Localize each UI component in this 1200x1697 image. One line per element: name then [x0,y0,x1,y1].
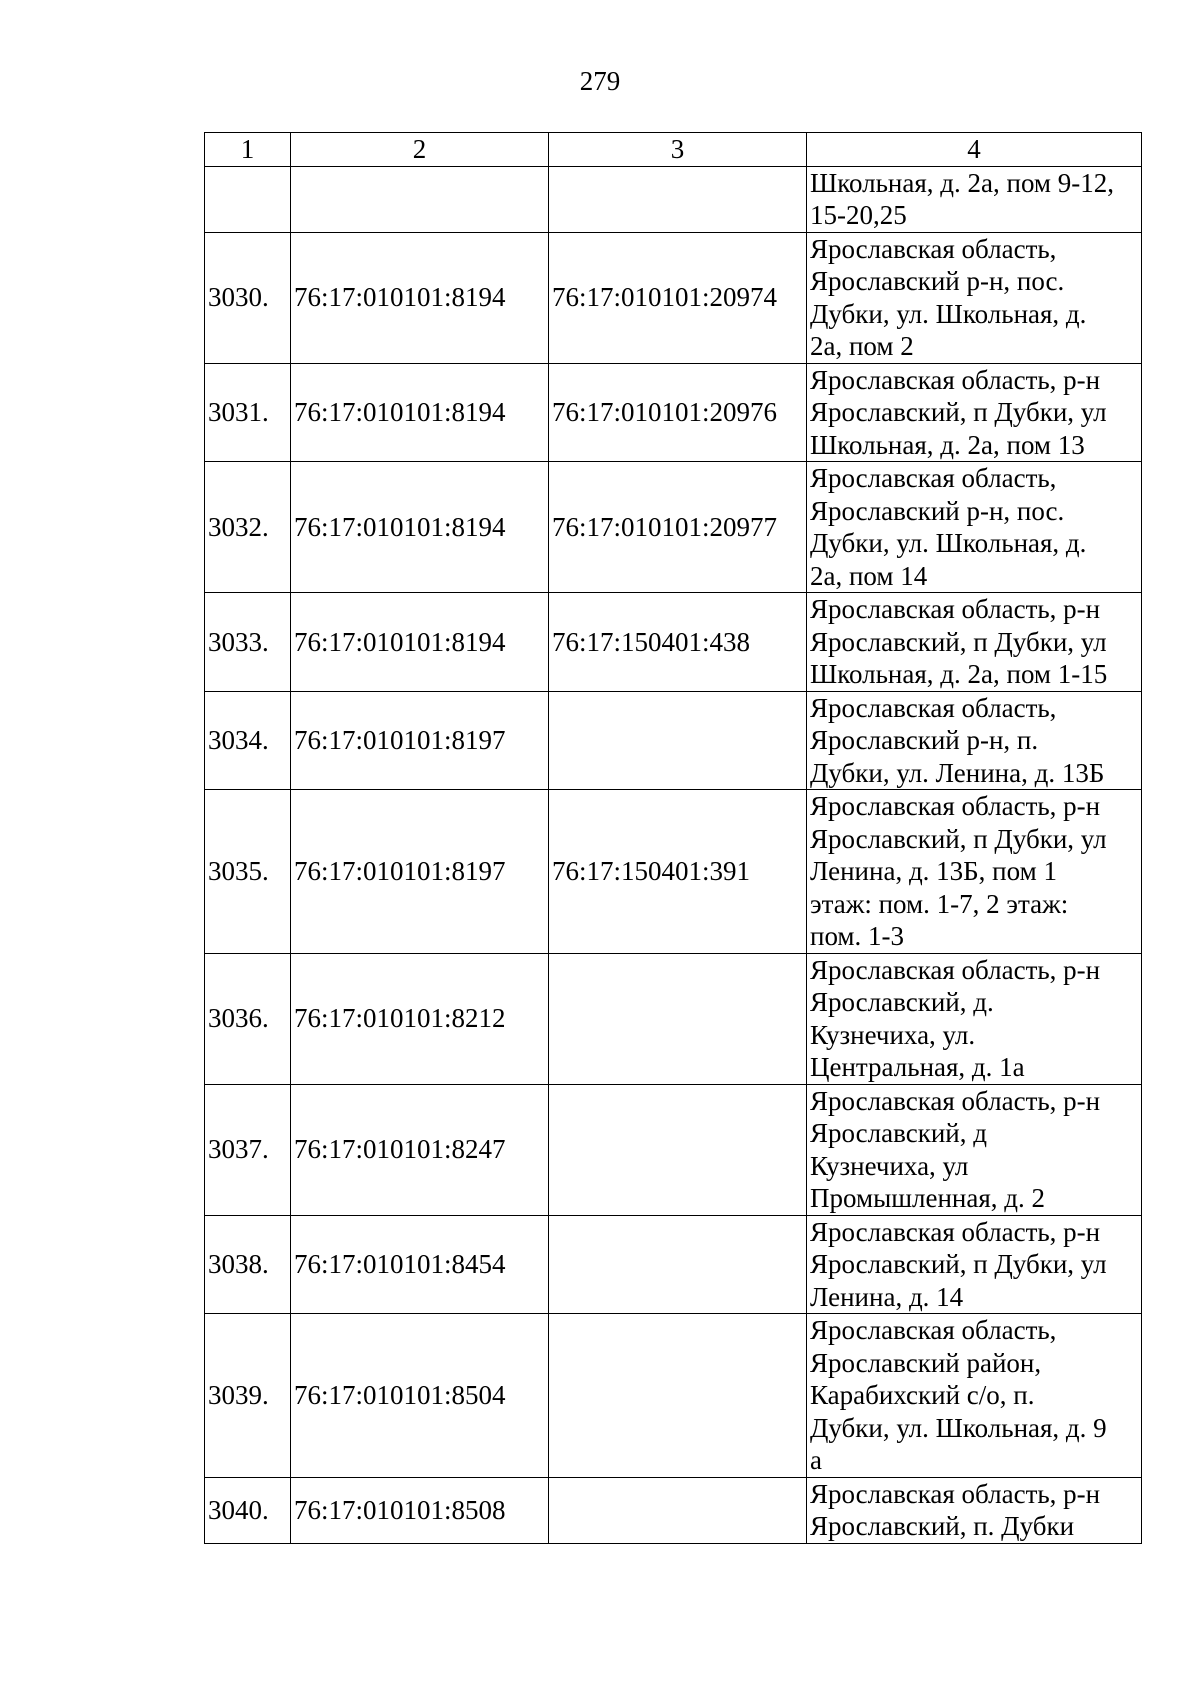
address-line: Ярославский, п Дубки, ул [810,1249,1107,1279]
address-cell [807,790,1142,954]
cadastral-number-cell: 76:17:010101:8247 [291,1084,549,1215]
address-line: Центральная, д. 1а [810,1052,1025,1082]
address-line: Дубки, ул. Ленина, д. 13Б [810,757,1105,788]
address-line: Ярославский р-н, п. [810,725,1039,755]
object-cadastral-number-cell [549,1477,807,1543]
address-line: 2а, пом 14 [810,560,928,591]
address-line: Ярославская область, [810,1315,1057,1345]
address-line: Кузнечиха, ул. [810,1019,976,1050]
object-cadastral-number-cell [549,166,807,232]
address-line: Ярославская область, р-н [810,1478,1101,1509]
address-cell [807,953,1142,1084]
object-cadastral-number-cell [549,691,807,790]
row-number-cell: 3030. [205,232,291,363]
address-line: Ленина, д. 14 [810,1281,964,1312]
address-line: Ярославская область, [810,233,1057,264]
address-cell [807,1314,1142,1478]
address-line: Ярославская область, р-н [810,1085,1101,1116]
address-cell [807,462,1142,593]
address-line: Промышленная, д. 2 [810,1183,1045,1213]
object-cadastral-number-cell: 76:17:150401:438 [549,593,807,692]
address-line: Ярославский, д. [810,987,994,1017]
address-line: Дубки, ул. Школьная, д. [810,528,1087,558]
address-line: Ярославский, д [810,1118,987,1148]
object-cadastral-number-cell: 76:17:010101:20974 [549,232,807,363]
address-line: Дубки, ул. Школьная, д. [810,298,1087,329]
table-row [205,593,1142,692]
address-line: Дубки, ул. Школьная, д. 9 [810,1412,1107,1443]
table-body [205,166,1142,1543]
table-row [205,232,1142,363]
table-row [205,363,1142,462]
row-number-cell: 3040. [205,1477,291,1543]
row-number-cell: 3034. [205,691,291,790]
object-cadastral-number-cell [549,1314,807,1478]
table-row [205,691,1142,790]
header-row [205,133,1142,167]
registry-table [204,132,1142,1544]
object-cadastral-number-cell [549,953,807,1084]
table-row [205,166,1142,232]
cadastral-number-cell: 76:17:010101:8197 [291,790,549,954]
address-line: Школьная, д. 2а, пом 1-15 [810,659,1108,689]
table-row [205,1314,1142,1478]
table-row [205,1215,1142,1314]
column-header-2: 2 [291,133,549,167]
address-line: Кузнечиха, ул [810,1150,969,1181]
address-line: Ярославская область, [810,463,1057,493]
cadastral-number-cell: 76:17:010101:8504 [291,1314,549,1478]
object-cadastral-number-cell [549,1215,807,1314]
cadastral-number-cell: 76:17:010101:8212 [291,953,549,1084]
row-number-cell: 3038. [205,1215,291,1314]
address-line: Ярославский р-н, пос. [810,495,1065,526]
address-line: Ярославская область, р-н [810,791,1101,821]
cadastral-number-cell: 76:17:010101:8454 [291,1215,549,1314]
cadastral-number-cell: 76:17:010101:8508 [291,1477,549,1543]
row-number-cell: 3039. [205,1314,291,1478]
row-number-cell: 3036. [205,953,291,1084]
cadastral-number-cell: 76:17:010101:8194 [291,363,549,462]
address-cell [807,593,1142,692]
column-header-1: 1 [205,133,291,167]
row-number-cell [205,166,291,232]
column-header-4: 4 [807,133,1142,167]
address-line: Ярославский, п Дубки, ул [810,823,1107,854]
object-cadastral-number-cell: 76:17:010101:20976 [549,363,807,462]
cadastral-number-cell: 76:17:010101:8194 [291,462,549,593]
object-cadastral-number-cell: 76:17:010101:20977 [549,462,807,593]
table-row [205,1084,1142,1215]
address-cell [807,363,1142,462]
address-line: Школьная, д. 2а, пом 9-12, [810,167,1115,198]
column-header-3: 3 [549,133,807,167]
address-line: а [810,1445,822,1475]
object-cadastral-number-cell [549,1084,807,1215]
address-line: Ленина, д. 13Б, пом 1 [810,856,1057,886]
row-number-cell: 3037. [205,1084,291,1215]
address-line: 15-20,25 [810,200,907,230]
address-line: Ярославская область, [810,692,1057,723]
address-line: Карабихский с/о, п. [810,1380,1035,1410]
table-row [205,953,1142,1084]
cadastral-number-cell: 76:17:010101:8197 [291,691,549,790]
cadastral-number-cell: 76:17:010101:8194 [291,593,549,692]
address-line: пом. 1-3 [810,921,905,951]
address-cell [807,1477,1142,1543]
cadastral-number-cell [291,166,549,232]
address-line: Ярославский, п Дубки, ул [810,397,1107,427]
table-row [205,790,1142,954]
address-cell [807,232,1142,363]
address-line: Ярославская область, р-н [810,1216,1101,1247]
address-cell [807,1215,1142,1314]
table-row [205,1477,1142,1543]
row-number-cell: 3032. [205,462,291,593]
table-row [205,462,1142,593]
cadastral-number-cell: 76:17:010101:8194 [291,232,549,363]
row-number-cell: 3035. [205,790,291,954]
address-line: Школьная, д. 2а, пом 13 [810,429,1085,460]
address-line: Ярославский, п. Дубки [810,1511,1075,1541]
row-number-cell: 3033. [205,593,291,692]
page-number: 279 [579,66,621,96]
address-cell [807,1084,1142,1215]
address-cell [807,166,1142,232]
address-line: Ярославская область, р-н [810,954,1101,985]
table-header [205,133,1142,167]
address-cell [807,691,1142,790]
row-number-cell: 3031. [205,363,291,462]
address-line: этаж: пом. 1-7, 2 этаж: [810,888,1069,919]
address-line: Ярославская область, р-н [810,594,1101,624]
address-line: 2а, пом 2 [810,331,914,361]
address-line: Ярославский, п Дубки, ул [810,626,1107,657]
address-line: Ярославская область, р-н [810,364,1101,395]
address-line: Ярославский район, [810,1347,1042,1378]
object-cadastral-number-cell: 76:17:150401:391 [549,790,807,954]
address-line: Ярославский р-н, пос. [810,266,1065,296]
